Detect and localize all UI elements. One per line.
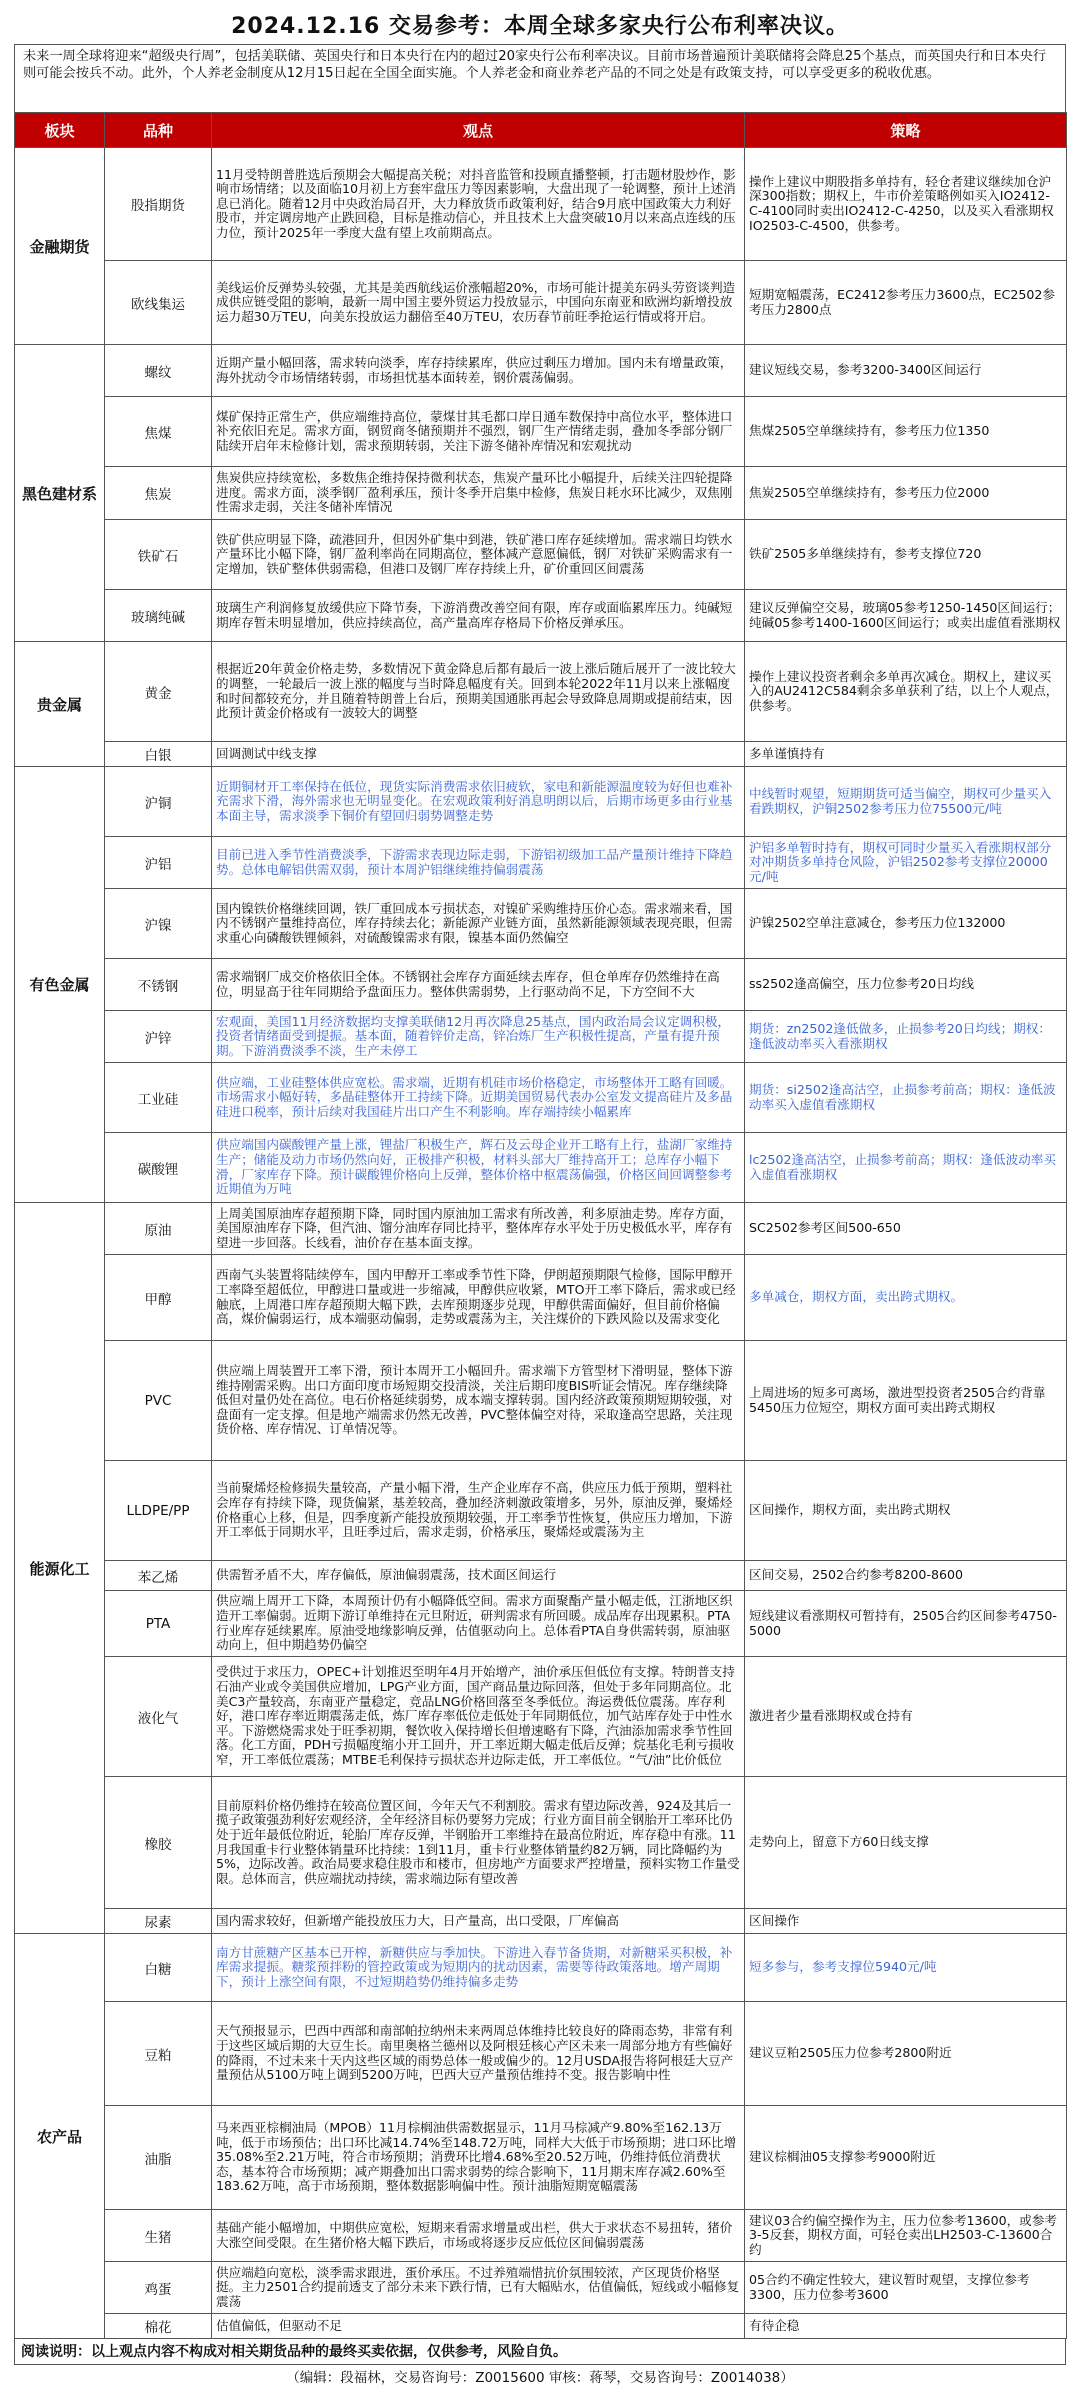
strategy-cell: 期货：zn2502逢低做多，止损参考20日均线；期权：逢低波动率买入看涨期权: [745, 1011, 1067, 1063]
strategy-cell: 05合约不确定性较大，建议暂时观望，支撑位参考3300，压力位参考3600: [745, 2262, 1067, 2314]
variety-cell: 鸡蛋: [105, 2262, 212, 2314]
variety-cell: 欧线集运: [105, 261, 212, 345]
view-cell: 国内需求较好，但新增产能投放压力大，日产量高，出口受限，厂库偏高: [212, 1909, 745, 1934]
table-row: [15, 837, 1067, 889]
strategy-cell: 建议棕榈油05支撑参考9000附近: [745, 2106, 1067, 2210]
variety-cell: 不锈钢: [105, 959, 212, 1011]
variety-cell: 碳酸锂: [105, 1133, 212, 1203]
strategy-table: [14, 112, 1067, 2339]
view-cell: 供应端趋向宽松，淡季需求跟进，蛋价承压。不过养殖端惜抗价氛围较浓，产区现货价格坚挺。主力2501合约提前透支了部分未来下跌行情，已有大幅贴水，估值偏低，短线或小幅修复震荡: [212, 2262, 745, 2314]
sector-cell: 黑色建材系: [15, 345, 105, 642]
strategy-cell: 区间操作: [745, 1909, 1067, 1934]
variety-cell: 白银: [105, 742, 212, 767]
disclaimer: 阅读说明：以上观点内容不构成对相关期货品种的最终买卖依据，仅供参考，风险自负。: [14, 2339, 1066, 2365]
table-row: [15, 1561, 1067, 1591]
view-cell: 回调测试中线支撑: [212, 742, 745, 767]
table-row: [15, 1133, 1067, 1203]
strategy-cell: 建议短线交易，参考3200-3400区间运行: [745, 345, 1067, 397]
variety-cell: 焦煤: [105, 397, 212, 467]
sector-cell: 农产品: [15, 1934, 105, 2339]
view-cell: 供应端上周装置开工率下滑，预计本周开工小幅回升。需求端下方管型材下滑明显，整体下游维持刚需采购。出口方面印度市场短期交投清淡，关注后期印度BIS听证会情况。库存继续降低但对量仍处在高位。电石价格延续弱势，成本端支撑转弱。国内经济政策预期短期较强，对盘面有一定支撑。但是地产端需求仍然无改善，PVC整体偏空对待，采取逢高空思路，关注现货价格、库存情况、订单情况等。: [212, 1341, 745, 1461]
report-title: 2024.12.16 交易参考：本周全球多家央行公布利率决议。: [231, 14, 849, 39]
strategy-cell: 区间交易，2502合约参考8200-8600: [745, 1561, 1067, 1591]
table-row: [15, 642, 1067, 742]
strategy-cell: SC2502参考区间500-650: [745, 1203, 1067, 1255]
view-cell: 煤矿保持正常生产，供应端维持高位，蒙煤甘其毛都口岸日通车数保持中高位水平，整体进口补充依旧充足。需求方面，钢贸商冬储预期并不强烈，钢厂生产情绪走弱，叠加冬季部分钢厂陆续开启年末检修计划，需求预期转弱，关注下游冬储补库情况和宏观扰动: [212, 397, 745, 467]
strategy-cell: 上周进场的短多可离场，激进型投资者2505合约背靠5450压力位短空，期权方面可卖出跨式期权: [745, 1341, 1067, 1461]
table-row: [15, 345, 1067, 397]
table-row: [15, 2002, 1067, 2106]
view-cell: 焦炭供应持续宽松，多数焦企维持保持微利状态，焦炭产量环比小幅提升，后续关注四轮提降进度。需求方面，淡季钢厂盈利承压，预计冬季开启集中检修，焦炭日耗水环比减少，双焦刚性需求走弱，关注冬储补库情况: [212, 467, 745, 520]
strategy-cell: 建议豆粕2505压力位参考2800附近: [745, 2002, 1067, 2106]
table-row: [15, 148, 1067, 261]
table-row: [15, 2210, 1067, 2262]
header-view: 观点: [212, 113, 745, 148]
variety-cell: 焦炭: [105, 467, 212, 520]
variety-cell: 沪锌: [105, 1011, 212, 1063]
strategy-cell: 焦炭2505空单继续持有，参考压力位2000: [745, 467, 1067, 520]
variety-cell: 原油: [105, 1203, 212, 1255]
variety-cell: 油脂: [105, 2106, 212, 2210]
strategy-cell: 短多参与，参考支撑位5940元/吨: [745, 1934, 1067, 2002]
strategy-cell: 建议反弹偏空交易，玻璃05参考1250-1450区间运行；纯碱05参考1400-1600区间运行；或卖出虚值看涨期权: [745, 590, 1067, 642]
table-row: [15, 889, 1067, 959]
view-cell: 宏观面，美国11月经济数据均支撑美联储12月再次降息25基点，国内政治局会议定调积极，投资者情绪面受到提振。基本面，随着锌价走高，锌冶炼厂生产积极性提高，产量有提升预期。下游消费淡季不淡，生产未停工: [212, 1011, 745, 1063]
view-cell: 目前已进入季节性消费淡季，下游需求表现边际走弱，下游铝初级加工品产量预计维持下降趋势。总体电解铝供需双弱，预计本周沪铝继续维持偏弱震荡: [212, 837, 745, 889]
table-header-row: [15, 113, 1067, 148]
strategy-cell: lc2502逢高沽空，止损参考前高；期权：逢低波动率买入虚值看涨期权: [745, 1133, 1067, 1203]
view-cell: 估值偏低，但驱动不足: [212, 2314, 745, 2339]
view-cell: 需求端钢厂成交价格依旧全体。不锈钢社会库存方面延续去库存，但仓单库存仍然维持在高位，明显高于往年同期给予盘面压力。整体供需弱势，上行驱动尚不足，下方空间不大: [212, 959, 745, 1011]
table-row: [15, 2262, 1067, 2314]
strategy-cell: 走势向上，留意下方60日线支撑: [745, 1777, 1067, 1909]
table-row: [15, 1341, 1067, 1461]
table-row: [15, 1011, 1067, 1063]
report-sheet: [14, 10, 1066, 2391]
strategy-cell: 期货：si2502逢高沽空，止损参考前高；期权：逢低波动率买入虚值看涨期权: [745, 1063, 1067, 1133]
view-cell: 天气预报显示，巴西中西部和南部帕拉纳州未来两周总体维持比较良好的降雨态势，非常有利于这些区域后期的大豆生长。南里奥格兰德州以及阿根廷核心产区未来一周部分地方有些偏好的降雨，不过未来十天内这些区域的雨势总体一般或偏少的。12月USDA报告将阿根廷大豆产量预估从5100万吨上调到5200万吨，巴西大豆产量预估维持不变。报告影响中性: [212, 2002, 745, 2106]
view-cell: 国内镍铁价格继续回调，铁厂重回成本亏损状态，对镍矿采购维持压价心态。需求端来看，国内不锈钢产量维持高位，库存持续去化；新能源产业链方面，虽然新能源领域表现亮眼，但需求重心向磷酸铁锂倾斜，对硫酸镍需求有限，镍基本面仍然偏空: [212, 889, 745, 959]
table-row: [15, 959, 1067, 1011]
strategy-cell: 建议03合约偏空操作为主，压力位参考13600，或参考3-5反套，期权方面，可轻仓卖出LH2503-C-13600合约: [745, 2210, 1067, 2262]
variety-cell: 工业硅: [105, 1063, 212, 1133]
header-sector: 板块: [15, 113, 105, 148]
table-row: [15, 1909, 1067, 1934]
table-row: [15, 1203, 1067, 1255]
strategy-cell: 激进者少量看涨期权或仓持有: [745, 1657, 1067, 1777]
table-row: [15, 397, 1067, 467]
variety-cell: 尿素: [105, 1909, 212, 1934]
table-row: [15, 520, 1067, 590]
view-cell: 玻璃生产利润修复放缓供应下降节奏，下游消费改善空间有限，库存或面临累库压力。纯碱短期库存暂未明显增加，供应持续高位，高产量高库存格局下价格反弹承压。: [212, 590, 745, 642]
view-cell: 供应端，工业硅整体供应宽松。需求端，近期有机硅市场价格稳定，市场整体开工略有回暖。市场需求小幅好转，多晶硅整体开工持续下降。近期美国贸易代表办公室发文提高硅片及多晶硅进口税率，预计后续对我国硅片出口产生不利影响。库存端持续小幅累库: [212, 1063, 745, 1133]
variety-cell: 股指期货: [105, 148, 212, 261]
sector-cell: 贵金属: [15, 642, 105, 767]
strategy-cell: 多单谨慎持有: [745, 742, 1067, 767]
view-cell: 供需暂矛盾不大，库存偏低，原油偏弱震荡，技术面区间运行: [212, 1561, 745, 1591]
variety-cell: 生猪: [105, 2210, 212, 2262]
table-row: [15, 2314, 1067, 2339]
strategy-cell: 有待企稳: [745, 2314, 1067, 2339]
variety-cell: 豆粕: [105, 2002, 212, 2106]
strategy-cell: 中线暂时观望，短期期货可适当偏空，期权可少量买入看跌期权，沪铜2502参考压力位75500元/吨: [745, 767, 1067, 837]
variety-cell: 沪铜: [105, 767, 212, 837]
variety-cell: 玻璃纯碱: [105, 590, 212, 642]
header-strategy: 策略: [745, 113, 1067, 148]
view-cell: 南方甘蔗糖产区基本已开榨，新糖供应与季加快。下游进入春节备货期，对新糖采买积极，补库需求提振。糖浆预拌粉的管控政策或为短期内的扰动因素，需要等待政策落地。增产周期下，预计上涨空间有限，不过短期趋势仍维持偏多走势: [212, 1934, 745, 2002]
view-cell: 铁矿供应明显下降，疏港回升，但因外矿集中到港，铁矿港口库存延续增加。需求端日均铁水产量环比小幅下降，钢厂盈利率尚在同期高位，整体减产意愿偏低，钢厂对铁矿采购需求有一定增加，铁矿整体供弱需稳，但港口及钢厂库存持续上升，矿价重回区间震荡: [212, 520, 745, 590]
table-row: [15, 467, 1067, 520]
strategy-cell: ss2502逢高偏空，压力位参考20日均线: [745, 959, 1067, 1011]
sector-cell: 金融期货: [15, 148, 105, 345]
strategy-cell: 短期宽幅震荡，EC2412参考压力3600点，EC2502参考压力2800点: [745, 261, 1067, 345]
strategy-cell: 焦煤2505空单继续持有，参考压力位1350: [745, 397, 1067, 467]
view-cell: 上周美国原油库存超预期下降，同时国内原油加工需求有所改善，利多原油走势。库存方面，美国原油库存下降，但汽油、馏分油库存同比持平，整体库存水平处于历史极低水平，库存有望进一步回落。长线看，油价存在基本面支撑。: [212, 1203, 745, 1255]
variety-cell: 苯乙烯: [105, 1561, 212, 1591]
table-row: [15, 1063, 1067, 1133]
table-row: [15, 742, 1067, 767]
table-row: [15, 1657, 1067, 1777]
view-cell: 供应端国内碳酸锂产量上涨，锂盐厂积极生产，辉石及云母企业开工略有上行，盐湖厂家维持生产；储能及动力市场仍然向好，正极排产积极，材料头部大厂维持高开工；总库存小幅下滑，厂家库存下降。预计碳酸锂价格向上反弹，整体价格中枢震荡偏强，价格区间回调整参考近期值为万吨: [212, 1133, 745, 1203]
intro-paragraph: 未来一周全球将迎来“超级央行周”，包括美联储、英国央行和日本央行在内的超过20家央行公布利率决议。目前市场普遍预计美联储将会降息25个基点，而英国央行和日本央行则可能会按兵不动。此外，个人养老金制度从12月15日起在全国全面实施。个人养老金和商业养老产品的不同之处是有政策支持，可以享受更多的税收优惠。: [14, 44, 1066, 112]
view-cell: 美线运价反弹势头较强，尤其是美西航线运价涨幅超20%，市场可能计提美东码头劳资谈判造成供应链受阻的影响，最新一周中国主要外贸运力投放显示，中国向东南亚和欧洲均新增投放运力超30万TEU，向美东投放运力翻倍至40万TEU，农历春节前旺季抢运行情或将开启。: [212, 261, 745, 345]
strategy-cell: 操作上建议投资者剩余多单再次减仓。期权上，建议买入的AU2412C584剩余多单获利了结，以上个人观点，供参考。: [745, 642, 1067, 742]
view-cell: 当前聚烯烃检修损失量较高，产量小幅下滑，生产企业库存不高，供应压力低于预期，塑料社会库存有持续下降，现货偏紧，基差较高，叠加经济刺激政策增多，另外，原油反弹，聚烯烃价格重心上移，但是，四季度新产能投放预期较强，开工率季节性恢复，供应压力增加，下游开工率低于同期水平，且旺季过后，需求走弱，价格承压，聚烯烃或震荡为主: [212, 1461, 745, 1561]
variety-cell: 螺纹: [105, 345, 212, 397]
table-row: [15, 767, 1067, 837]
sector-cell: 有色金属: [15, 767, 105, 1203]
variety-cell: 沪铝: [105, 837, 212, 889]
view-cell: 根据近20年黄金价格走势，多数情况下黄金降息后都有最后一波上涨后随后展开了一波比较大的调整，一轮最后一波上涨的幅度与当时降息幅度有关。回到本轮2022年11月以来上涨幅度和时间都较充分，并且随着特朗普上台后，预期美国通胀再起会导致降息周期或提前结束，因此预计黄金价格或有一波较大的调整: [212, 642, 745, 742]
table-body: [15, 148, 1067, 2339]
editor-line: （编辑：段福林，交易咨询号：Z0015600 审核：蒋琴，交易咨询号：Z0014038）: [286, 2370, 794, 2386]
variety-cell: 白糖: [105, 1934, 212, 2002]
view-cell: 近期产量小幅回落，需求转向淡季，库存持续累库，供应过剩压力增加。国内未有增量政策，海外扰动令市场情绪转弱，市场担忧基本面转差，钢价震荡偏弱。: [212, 345, 745, 397]
table-row: [15, 261, 1067, 345]
variety-cell: PVC: [105, 1341, 212, 1461]
view-cell: 基础产能小幅增加，中期供应宽松，短期来看需求增量或出栏，供大于求状态不易扭转，猪价大涨空间受限。在生猪价格大幅下跌后，市场或将逐步反应低位区间偏弱震荡: [212, 2210, 745, 2262]
strategy-cell: 铁矿2505多单继续持有，参考支撑位720: [745, 520, 1067, 590]
variety-cell: 甲醇: [105, 1255, 212, 1341]
table-row: [15, 2106, 1067, 2210]
strategy-cell: 沪铝多单暂时持有，期权可同时少量买入看涨期权部分对冲期货多单持仓风险，沪铝2502参考支撑位20000元/吨: [745, 837, 1067, 889]
header-variety: 品种: [105, 113, 212, 148]
variety-cell: PTA: [105, 1591, 212, 1657]
table-row: [15, 1255, 1067, 1341]
view-cell: 近期铜材开工率保持在低位，现货实际消费需求依旧疲软，家电和新能源温度较为好但也难补充需求下滑，海外需求也无明显变化。在宏观政策利好消息明朗以后，后期市场更多由行业基本面主导，需求淡季下铜价有望回归弱势调整走势: [212, 767, 745, 837]
variety-cell: 橡胶: [105, 1777, 212, 1909]
sector-cell: 能源化工: [15, 1203, 105, 1934]
strategy-cell: 沪镍2502空单注意减仓，参考压力位132000: [745, 889, 1067, 959]
table-row: [15, 1591, 1067, 1657]
variety-cell: 液化气: [105, 1657, 212, 1777]
variety-cell: 黄金: [105, 642, 212, 742]
strategy-cell: 操作上建议中期股指多单持有，轻仓者建议继续加仓沪深300指数；期权上，牛市价差策略例如买入IO2412-C-4100同时卖出IO2412-C-4250，以及买入看涨期权IO2503-C-4500，供参考。: [745, 148, 1067, 261]
view-cell: 马来西亚棕榈油局（MPOB）11月棕榈油供需数据显示，11月马棕减产9.80%至162.13万吨，低于市场预估；出口环比减14.74%至148.72万吨，同样大大低于市场预期；进口环比增35.08%至2.21万吨，符合市场预期；消费环比增4.68%至20.52万吨，仍维持低位消费状态，基本符合市场预期；减产期叠加出口需求弱势的综合影响下，11月期末库存减2.60%至183.62万吨，高于市场预期，整体数据影响偏中性。预计油脂短期宽幅震荡: [212, 2106, 745, 2210]
table-row: [15, 590, 1067, 642]
variety-cell: 棉花: [105, 2314, 212, 2339]
table-row: [15, 1777, 1067, 1909]
view-cell: 西南气头装置将陆续停车，国内甲醇开工率或季节性下降，伊朗超预期限气检修，国际甲醇开工率降至超低位，甲醇进口量或进一步缩减，甲醇供应收紧，MTO开工率下降后，需求或已经触底，上周港口库存超预期大幅下跌，去库预期逐步兑现，甲醇供需面偏好，但目前价格偏高，煤价偏弱运行，成本端驱动偏弱，走势或震荡为主，关注煤价的下跌风险以及需求变化: [212, 1255, 745, 1341]
view-cell: 受供过于求压力，OPEC+计划推迟至明年4月开始增产，油价承压但低位有支撑。特朗普支持石油产业或令美国供应增加，LPG产业方面，国产商品量边际回落，但处于多年同期高位。北美C3产量较高，东南亚产量稳定，竞品LNG价格回落至冬季低位。海运费低位震荡。库存利好，港口库存率近期震荡走低，炼厂库存率低位走低处于年同期低位，加气站库存处于中性水平。下游燃烧需求处于旺季初期，餐饮收入保持增长但增速略有下降，汽油添加需求季节性回落。化工方面，PDH亏损幅度缩小开工回升，开工率近期大幅走低后反弹；烷基化毛利亏损收窄，开工率低位震荡；MTBE毛利保持亏损状态并边际走低，开工率低位。“气/油”比价低位: [212, 1657, 745, 1777]
view-cell: 目前原料价格仍维持在较高位置区间，今年天气不利割胶。需求有望边际改善，924及其后一揽子政策强劲利好宏观经济，全年经济目标仍要努力完成；行业方面目前全钢胎开工率环比仍处于近年最低位附近，轮胎厂库存反弹，半钢胎开工率维持在最高位附近，库存稳中有涨。11月我国重卡行业整体销量环比持续：1到11月，重卡行业整体销量约82万辆，同比降幅约为5%，边际改善。政治局要求稳住股市和楼市，但房地产方面要求严控增量，预料实物工作量受限。总体而言，供应端扰动持续，需求端边际有望改善: [212, 1777, 745, 1909]
variety-cell: 铁矿石: [105, 520, 212, 590]
strategy-cell: 短线建议看涨期权可暂持有，2505合约区间参考4750-5000: [745, 1591, 1067, 1657]
table-row: [15, 1934, 1067, 2002]
variety-cell: LLDPE/PP: [105, 1461, 212, 1561]
view-cell: 11月受特朗普胜选后预期会大幅提高关税；对抖音监管和投顾直播整顿，打击题材股炒作，影响市场情绪；以及面临10月初上方套牢盘压力等因素影响，大盘出现了一轮调整，预计上述消息已消化。随着12月中央政治局召开，大力释放货币政策利好，结合9月底中国政策大力利好股市，并定调房地产止跌回稳，目标是推动信心，并且技术上大盘突破10月以来高点连线的压力位，预计2025年一季度大盘有望上攻前期高点。: [212, 148, 745, 261]
strategy-cell: 区间操作，期权方面，卖出跨式期权: [745, 1461, 1067, 1561]
view-cell: 供应端上周开工下降，本周预计仍有小幅降低空间。需求方面聚酯产量小幅走低，江浙地区织造开工率偏弱。近期下游订单维持在元旦附近，研判需求有所回暖。成品库存出现累积。PTA行业库存延续累库。原油受地缘影响反弹，估值驱动向上。总体看PTA自身供需转弱，原油驱动向上，但中期趋势仍偏空: [212, 1591, 745, 1657]
variety-cell: 沪镍: [105, 889, 212, 959]
strategy-cell: 多单减仓，期权方面，卖出跨式期权。: [745, 1255, 1067, 1341]
table-row: [15, 1461, 1067, 1561]
